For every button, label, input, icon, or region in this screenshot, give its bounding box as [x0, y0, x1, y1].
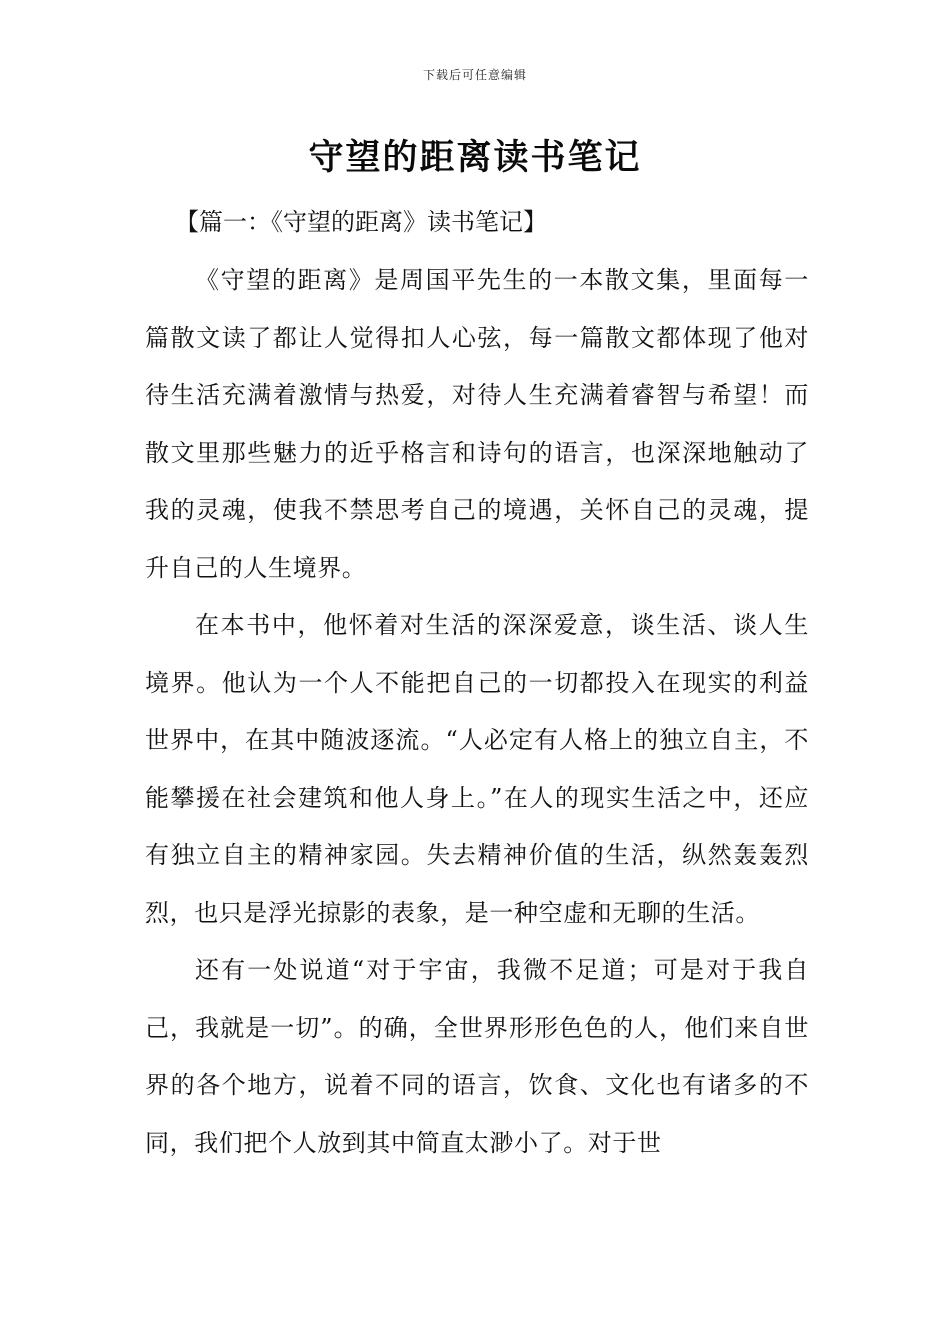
document-title: 守望的距离读书笔记	[308, 138, 642, 178]
header-note: 下载后可任意编辑	[422, 68, 527, 82]
body-text	[145, 252, 809, 1172]
section-heading: 【篇一：《守望的距离》读书笔记】	[175, 208, 547, 236]
paragraph-1: 《守望的距离》是周国平先生的一本散文集，里面每一篇散文读了都让人觉得扣人心弦，每一篇散文都体现了他对待生活充满着激情与热爱，对待人生充满着睿智与希望！而散文里那些魅力的近乎格言和诗句的语言，也深深地触动了我的灵魂，使我不禁思考自己的境遇，关怀自己的灵魂，提升自己的人生境界。	[145, 266, 809, 582]
paragraph-3: 还有一处说道“对于宇宙，我微不足道；可是对于我自己，我就是一切”。的确，全世界形形色色的人，他们来自世界的各个地方，说着不同的语言，饮食、文化也有诸多的不同，我们把个人放到其中简直太渺小了。对于世	[145, 956, 809, 1157]
paragraph-2: 在本书中，他怀着对生活的深深爱意，谈生活、谈人生境界。他认为一个人不能把自己的一切都投入在现实的利益世界中，在其中随波逐流。“人必定有人格上的独立自主，不能攀援在社会建筑和他人身上。”在人的现实生活之中，还应有独立自主的精神家园。失去精神价值的生活，纵然轰轰烈烈，也只是浮光掠影的表象，是一种空虚和无聊的生活。	[145, 611, 809, 927]
